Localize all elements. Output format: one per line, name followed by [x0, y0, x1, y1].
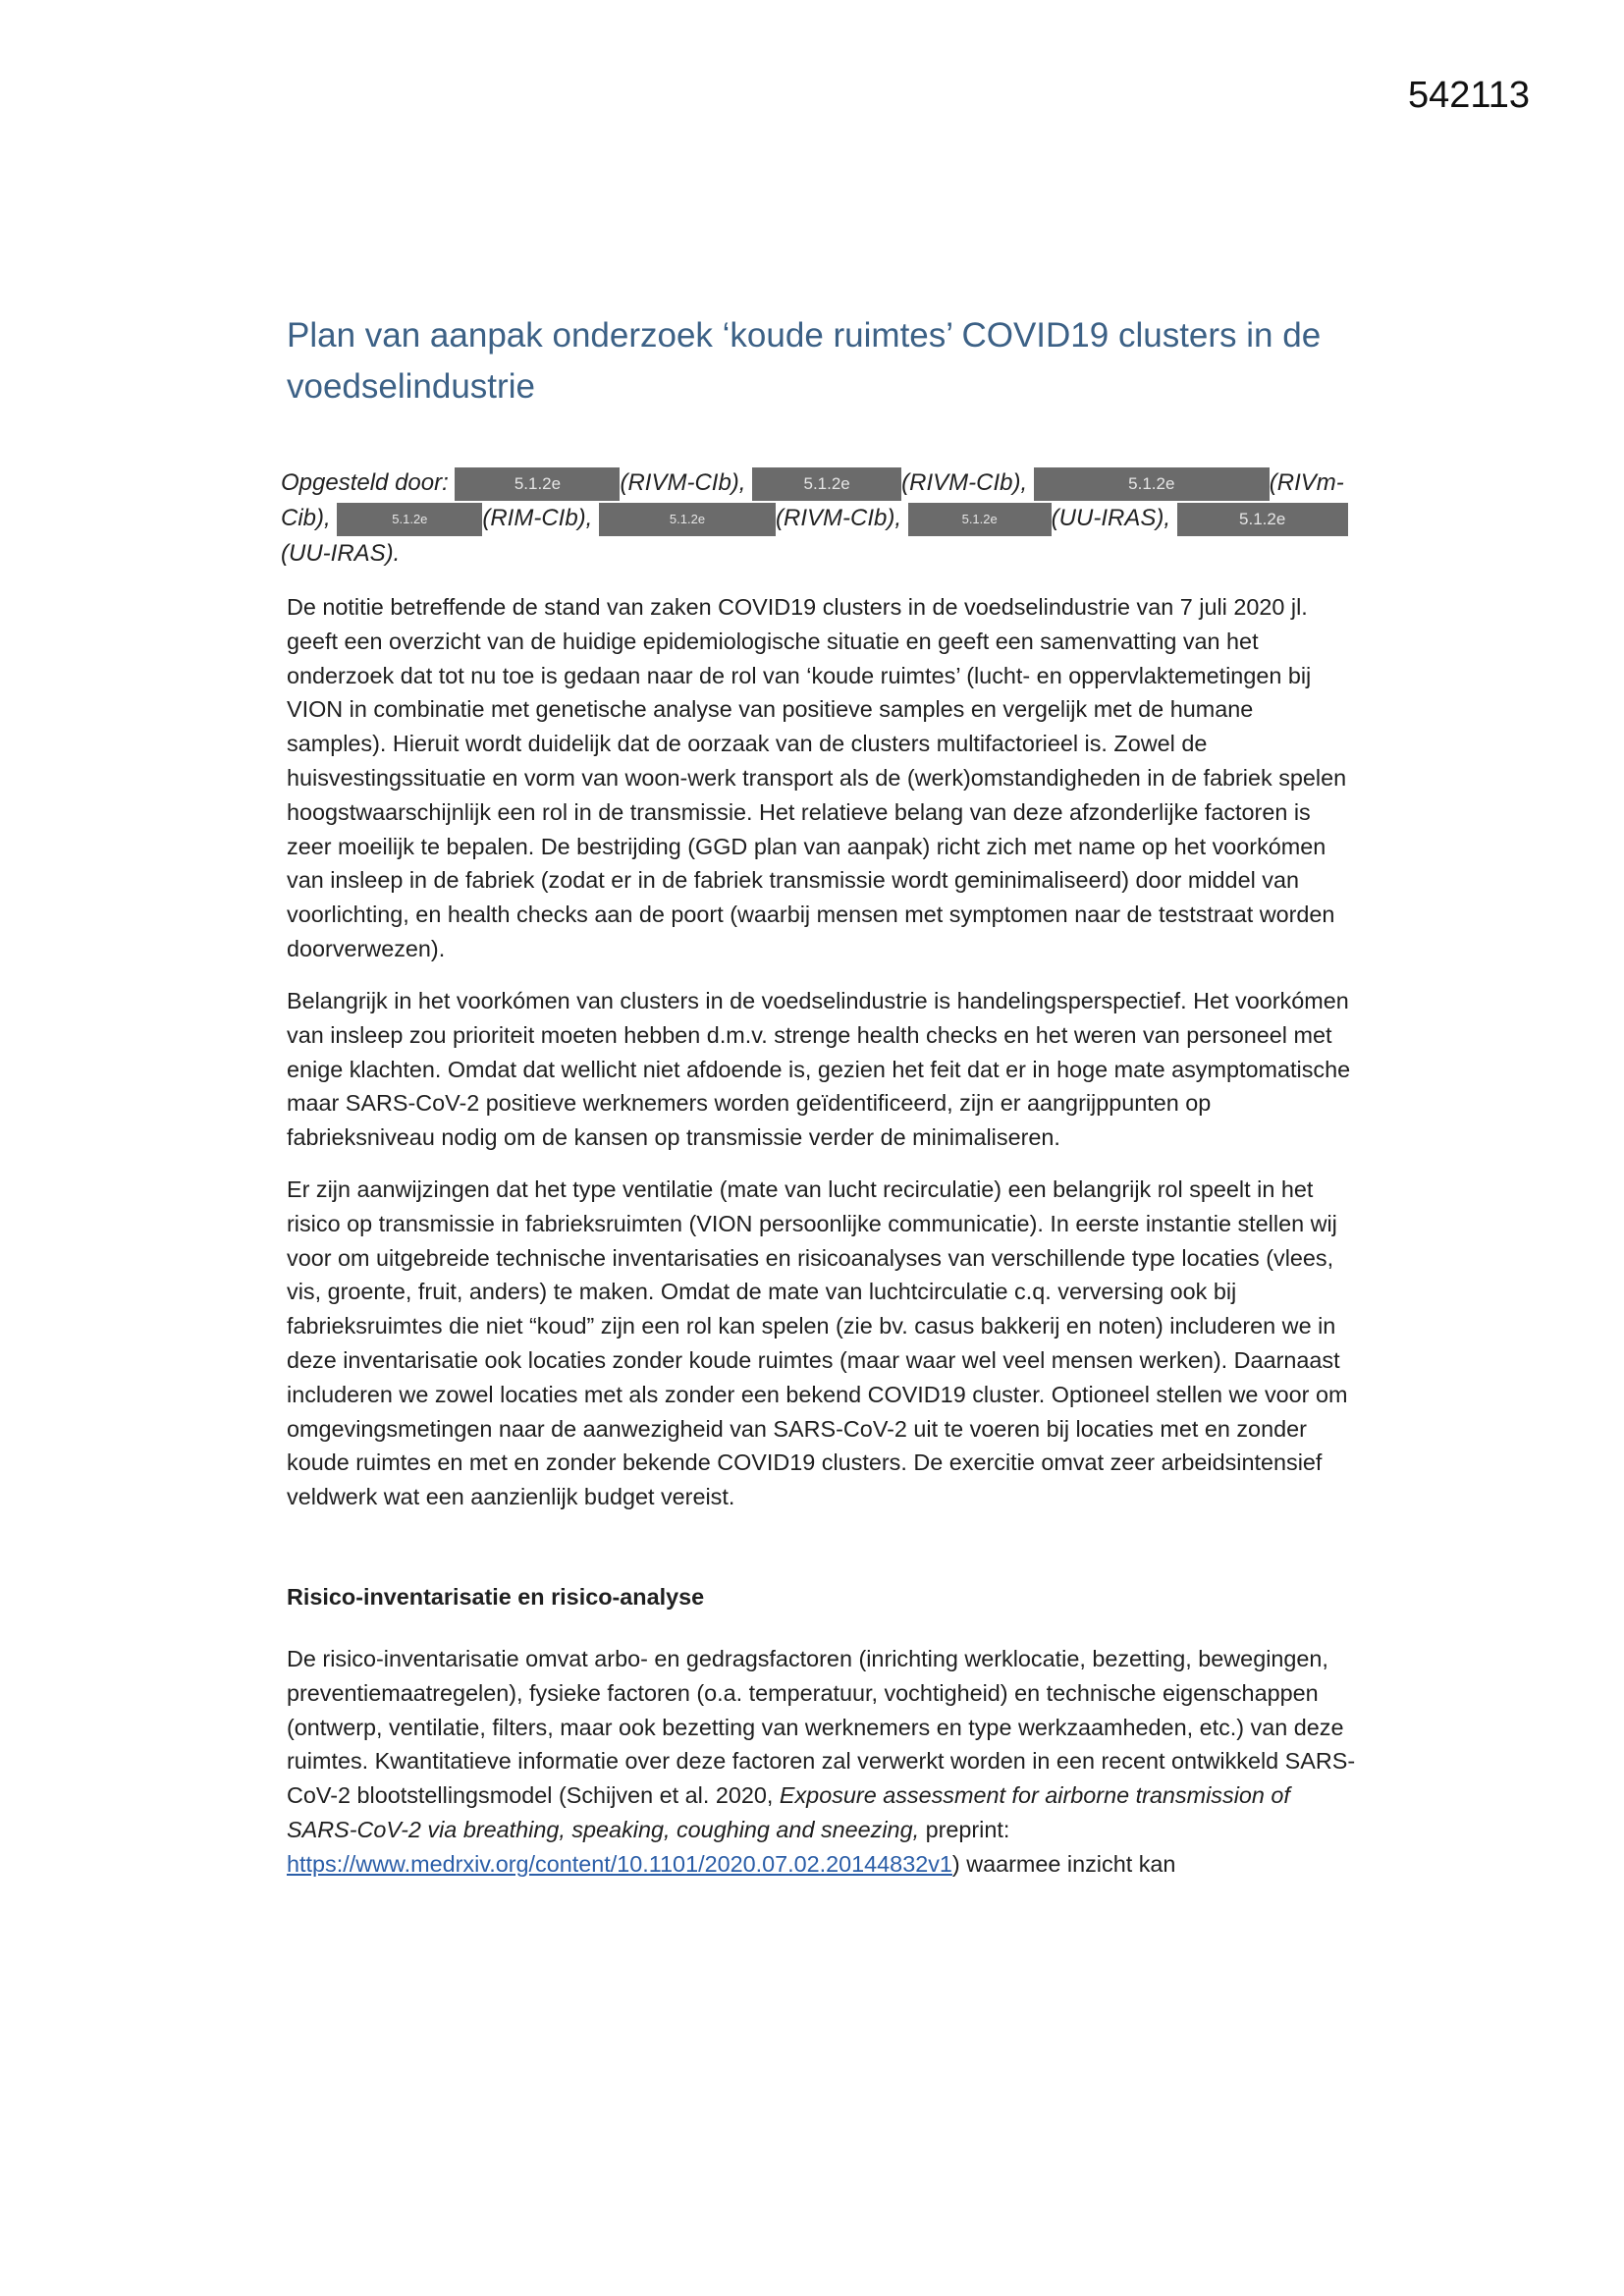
author-affiliation: (RIVM-CIb), [901, 469, 1028, 496]
redaction-box: 5.1.2e [908, 503, 1052, 536]
redaction-box: 5.1.2e [1177, 503, 1348, 536]
redaction-box: 5.1.2e [752, 467, 901, 501]
author-list [281, 465, 1351, 572]
author-affiliation: (UU-IRAS). [281, 540, 401, 567]
paragraph-handelingsperspectief: Belangrijk in het voorkómen van clusters in de voedselindustrie is handelingsperspectief. Het voorkómen van insleep zou prioriteit moeten hebben d.m.v. strenge health checks en het weren van personeel met enige klachten. Omdat dat wellicht niet afdoende is, gezien het feit dat er in hoge mate asymptomatische maar SARS-CoV-2 positieve werknemers worden geïdentificeerd, zijn er aangrijppunten op fabrieksniveau nodig om de kansen op transmissie verder de minimaliseren. [287, 988, 1351, 1151]
author-affiliation: (RIVm-Cib), [281, 469, 1344, 531]
preprint-label: preprint: [919, 1816, 1010, 1842]
paragraph-text: De risico-inventarisatie omvat arbo- en gedragsfactoren (inrichting werklocatie, bezetting, bewegingen, preventiemaatregelen), fysieke factoren (o.a. temperatuur, vochtigheid) en technische eigenschappen (ontwerp, ventilatie, filters, maar ook bezetting van werknemers en type werkzaamheden, etc.) van deze ruimtes. Kwantitatieve informatie over deze factoren zal verwerkt worden in een recent ontwikkeld SARS-CoV-2 blootstellingsmodel (Schijven et al. 2020, [287, 1646, 1356, 1809]
author-affiliation: (RIM-CIb), [482, 505, 593, 531]
paragraph-risico-inventarisatie [287, 1642, 1357, 1882]
author-affiliation: (RIVM-CIb), [620, 469, 746, 496]
document-number: 542113 [1408, 75, 1530, 116]
paper-title-italic: Exposure assessment for airborne transmission of SARS-CoV-2 via breathing, speaking, coughing and sneezing, [287, 1782, 1290, 1842]
page-title: Plan van aanpak onderzoek ‘koude ruimtes’ COVID19 clusters in de voedselindustrie [287, 316, 1322, 406]
paragraph-intro: De notitie betreffende de stand van zaken COVID19 clusters in de voedselindustrie van 7 juli 2020 jl. geeft een overzicht van de huidige epidemiologische situatie en geeft een samenvatting van het onderzoek dat tot nu toe is gedaan naar de rol van ‘koude ruimtes’ (lucht- en oppervlaktemetingen bij VION in combinatie met genetische analyse van positieve samples en vergelijk met de humane samples). Hieruit wordt duidelijk dat de oorzaak van de clusters multifactorieel is. Zowel de huisvestingssituatie en vorm van woon-werk transport als de (werk)omstandigheden in de fabriek spelen hoogstwaarschijnlijk een rol in de transmissie. Het relatieve belang van deze afzonderlijke factoren is zeer moeilijk te bepalen. De bestrijding (GGD plan van aanpak) richt zich met name op het voorkómen van insleep in de fabriek (zodat er in de fabriek transmissie wordt geminimaliseerd) door middel van voorlichting, en health checks aan de poort (waarbij mensen met symptomen naar de teststraat worden doorverwezen). [287, 594, 1347, 961]
paragraph-text-end: ) waarmee inzicht kan [951, 1850, 1176, 1877]
paragraph-ventilatie: Er zijn aanwijzingen dat het type ventilatie (mate van lucht recirculatie) een belangrijk rol speelt in het risico op transmissie in fabrieksruimten (VION persoonlijke communicatie). In eerste instantie stellen wij voor om uitgebreide technische inventarisaties en risicoanalyses van verschillende type locaties (vlees, vis, groente, fruit, anders) te maken. Omdat de mate van luchtcirculatie c.q. verversing ook bij fabrieksruimtes die niet “koud” zijn een rol kan spelen (zie bv. casus bakkerij en noten) includeren we in deze inventarisatie ook locaties zonder koude ruimtes (maar waar wel veel mensen werken). Daarnaast includeren we zowel locaties met als zonder een bekend COVID19 cluster. Optioneel stellen we voor om omgevingsmetingen naar de aanwezigheid van SARS-CoV-2 uit te voeren bij locaties met en zonder koude ruimtes en met en zonder bekende COVID19 clusters. De exercitie omvat zeer arbeidsintensief veldwerk wat een aanzienlijk budget vereist. [287, 1176, 1348, 1510]
redaction-box: 5.1.2e [455, 467, 620, 501]
author-affiliation: (UU-IRAS), [1051, 505, 1170, 531]
redaction-box: 5.1.2e [337, 503, 482, 536]
preprint-link[interactable]: https://www.medrxiv.org/content/10.1101/2020.07.02.20144832v1 [287, 1850, 952, 1877]
redaction-box: 5.1.2e [1034, 467, 1270, 501]
authors-label: Opgesteld door: [281, 469, 449, 496]
redaction-box: 5.1.2e [599, 503, 776, 536]
section-heading: Risico-inventarisatie en risico-analyse [287, 1584, 705, 1610]
author-affiliation: (RIVM-CIb), [776, 505, 901, 531]
